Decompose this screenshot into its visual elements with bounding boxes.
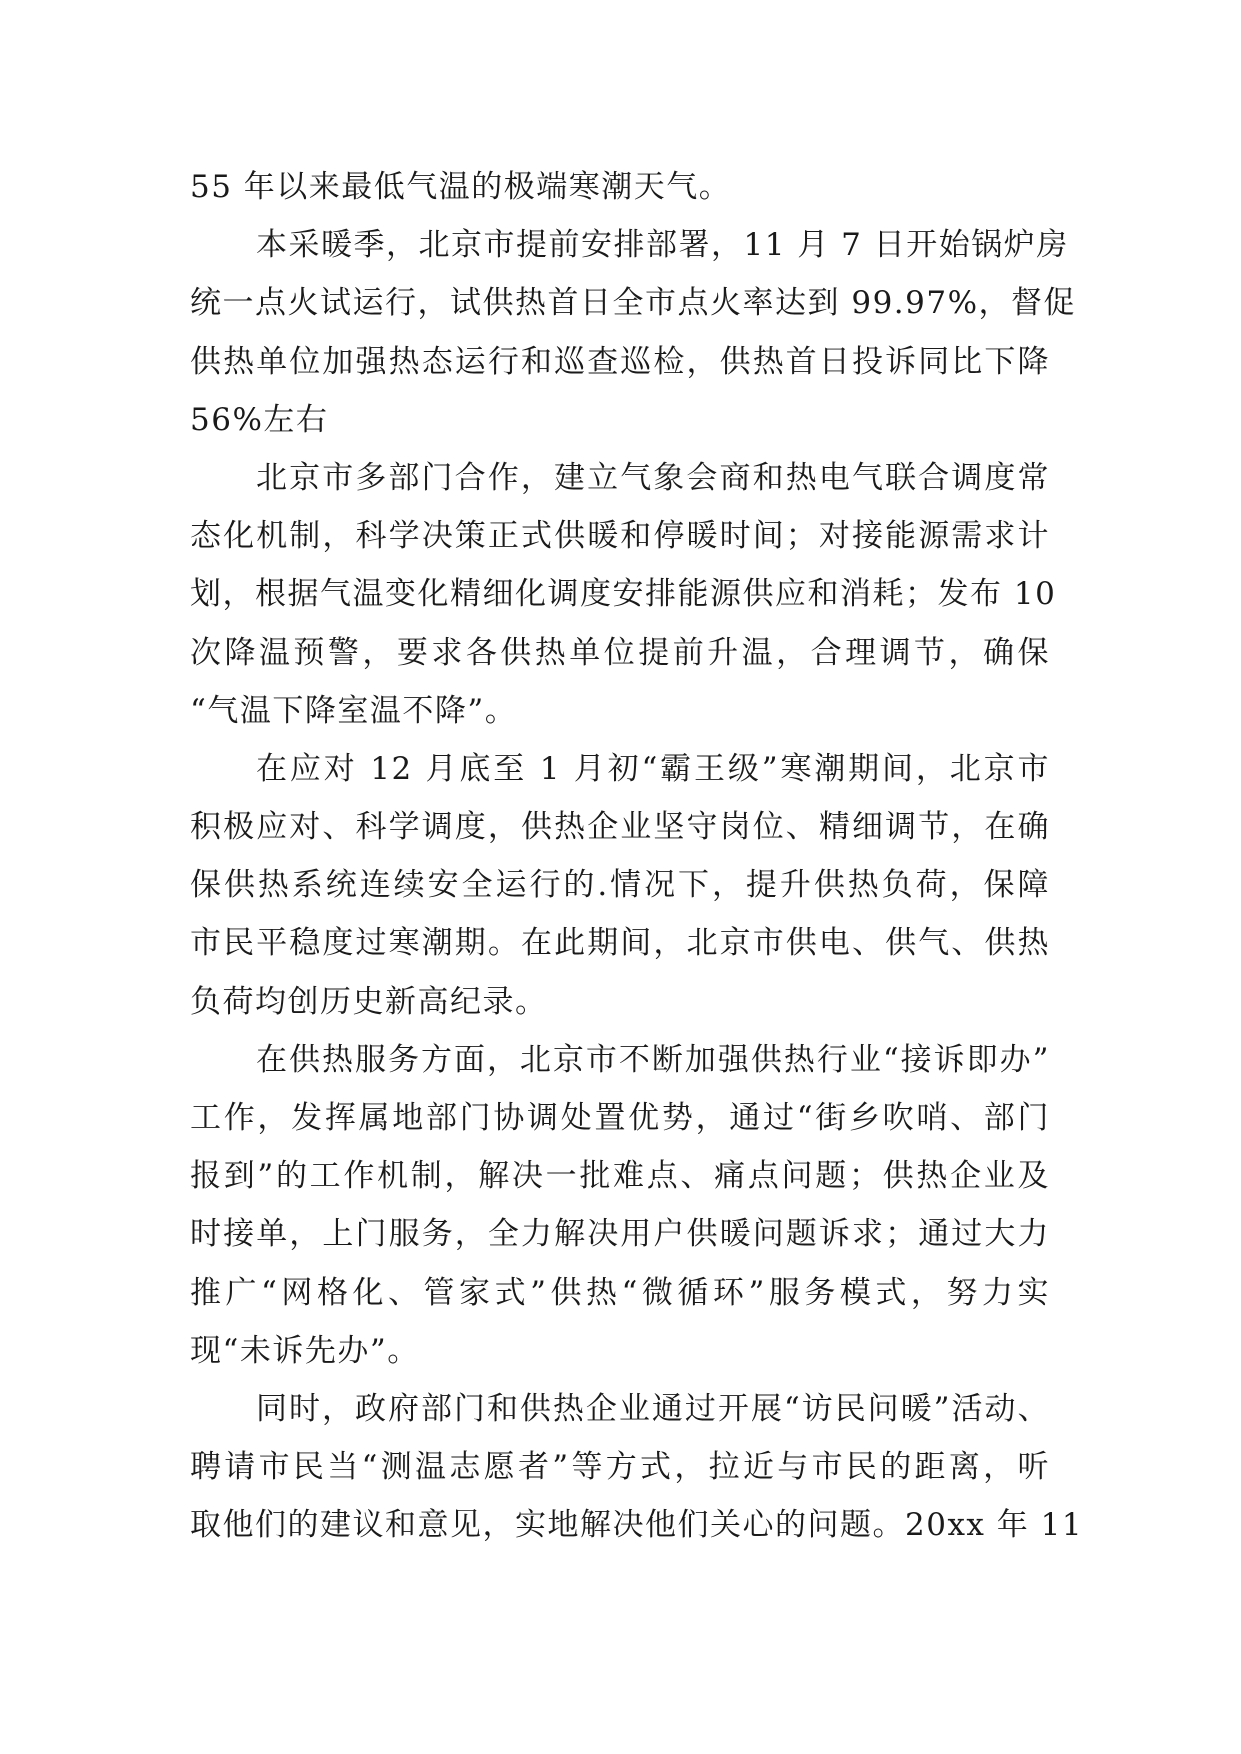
paragraph [190, 449, 1057, 740]
text-line: 报到”的工作机制，解决一批难点、痛点问题；供热企业及 [190, 1158, 1050, 1195]
paragraph [190, 216, 1077, 449]
text-line: 现“未诉先办”。 [190, 1332, 420, 1369]
text-line: 时接单，上门服务，全力解决用户供暖问题诉求；通过大力 [190, 1216, 1050, 1253]
text-line: 次降温预警，要求各供热单位提前升温，合理调节，确保 [190, 634, 1050, 671]
text-line: 聘请市民当“测温志愿者”等方式，拉近与市民的距离，听 [190, 1449, 1050, 1486]
text-line: 保供热系统连续安全运行的.情况下，提升供热负荷，保障 [190, 867, 1050, 904]
text-line: 工作，发挥属地部门协调处置优势，通过“街乡吹哨、部门 [190, 1100, 1050, 1136]
text-line: 在供热服务方面，北京市不断加强供热行业“接诉即办” [256, 1041, 1050, 1078]
text-line: 56%左右 [190, 401, 329, 438]
text-line: 划，根据气温变化精细化调度安排能源供应和消耗；发布 10 [190, 576, 1057, 613]
text-line: 负荷均创历史新高纪录。 [190, 983, 548, 1020]
text-line: 统一点火试运行，试供热首日全市点火率达到 99.97%，督促 [190, 285, 1077, 322]
paragraph [190, 1031, 1050, 1380]
document-body [190, 158, 1084, 1555]
text-line: 本采暖季，北京市提前安排部署，11 月 7 日开始锅炉房 [256, 227, 1069, 264]
paragraph [190, 740, 1050, 1031]
text-line: 取他们的建议和意见，实地解决他们关心的问题。20xx 年 11 [190, 1507, 1084, 1544]
text-line: 积极应对、科学调度，供热企业坚守岗位、精细调节，在确 [190, 809, 1050, 846]
text-line: 在应对 12 月底至 1 月初“霸王级”寒潮期间，北京市 [256, 750, 1050, 787]
text-line: 北京市多部门合作，建立气象会商和热电气联合调度常 [256, 459, 1050, 496]
text-line: 态化机制，科学决策正式供暖和停暖时间；对接能源需求计 [190, 518, 1050, 555]
text-line: 同时，政府部门和供热企业通过开展“访民问暖”活动、 [256, 1390, 1050, 1427]
text-line: 供热单位加强热态运行和巡查巡检，供热首日投诉同比下降 [190, 343, 1050, 380]
paragraph [190, 158, 1050, 216]
text-line: “气温下降室温不降”。 [190, 692, 518, 729]
paragraph [190, 1380, 1084, 1555]
text-line: 市民平稳度过寒潮期。在此期间，北京市供电、供气、供热 [190, 925, 1050, 962]
text-line: 推广“网格化、管家式”供热“微循环”服务模式，努力实 [190, 1274, 1050, 1311]
text-line: 55 年以来最低气温的极端寒潮天气。 [190, 169, 732, 205]
